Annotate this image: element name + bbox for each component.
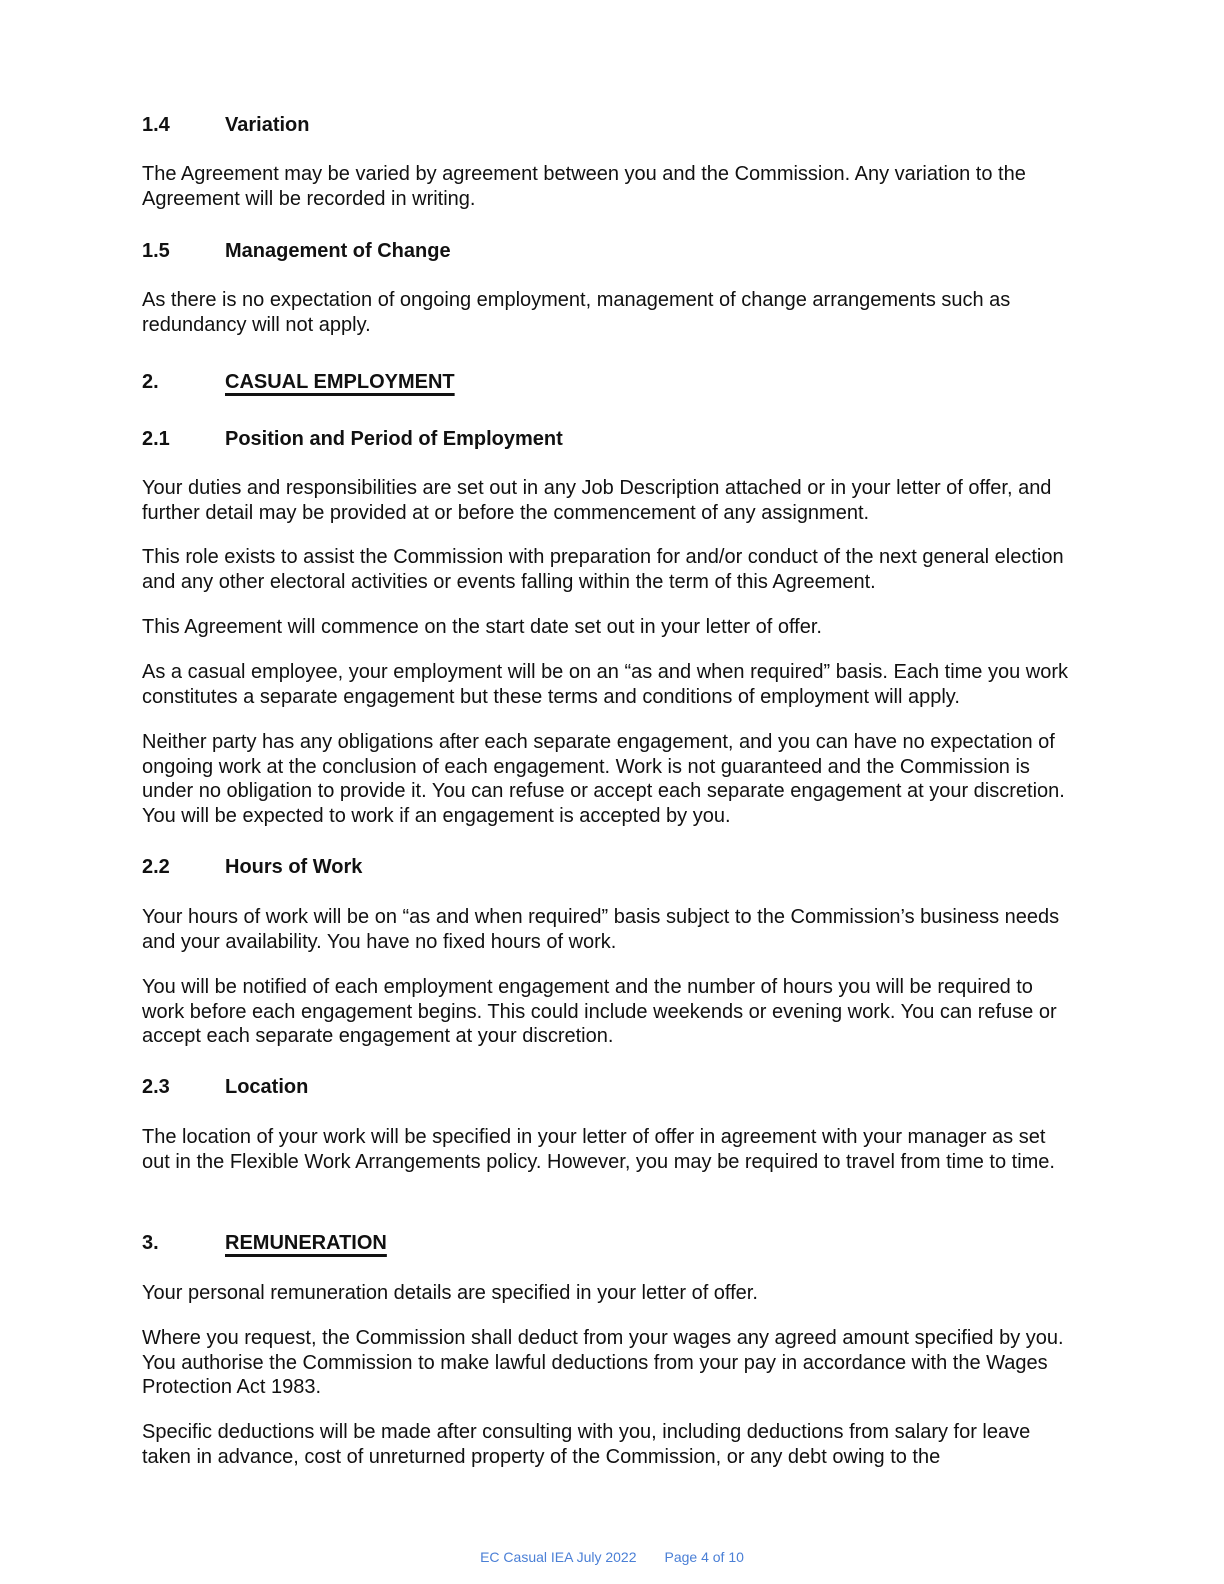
section-title: Management of Change <box>225 240 451 262</box>
section-number: 2.1 <box>142 428 170 450</box>
paragraph-deductions-request: Where you request, the Commission shall deduct from your wages any agreed amount specified by you. You authorise the Commission to make lawful deductions from your pay in accordance with the Wages Protection Act 1983. <box>142 1327 1064 1399</box>
section-number: 2.2 <box>142 856 170 878</box>
paragraph-management-of-change: As there is no expectation of ongoing employment, management of change arrangements such as redundancy will not apply. <box>142 289 1011 336</box>
section-heading-2-2 <box>142 854 1072 880</box>
section-number: 2.3 <box>142 1076 170 1098</box>
section-title: Location <box>225 1076 309 1098</box>
section-heading-1-4 <box>142 112 1072 138</box>
paragraph-variation: The Agreement may be varied by agreement between you and the Commission. Any variation to the Agreement will be recorded in writing. <box>142 163 1026 210</box>
section-title: Variation <box>225 114 310 136</box>
paragraph-specific-deductions: Specific deductions will be made after consulting with you, including deductions from salary for leave taken in advance, cost of unreturned property of the Commission, or any debt owing to the <box>142 1421 1031 1468</box>
section-heading-3 <box>142 1230 1072 1256</box>
paragraph-hours: Your hours of work will be on “as and when required” basis subject to the Commission’s business needs and your availability. You have no fixed hours of work. <box>142 906 1060 953</box>
paragraph-notification: You will be notified of each employment engagement and the number of hours you will be required to work before each engagement begins. This could include weekends or evening work. You can refuse or accept each separate engagement at your discretion. <box>142 976 1057 1048</box>
section-number: 3. <box>142 1232 159 1254</box>
section-heading-2-3 <box>142 1074 1072 1100</box>
section-number: 1.4 <box>142 114 170 136</box>
paragraph-obligations: Neither party has any obligations after each separate engagement, and you can have no expectation of ongoing work at the conclusion of each engagement. Work is not guaranteed and the Commission is under no obligation to provide it. You can refuse or accept each separate engagement at your discretion. You will be expected to work if an engagement is accepted by you. <box>142 731 1065 827</box>
paragraph-location: The location of your work will be specified in your letter of offer in agreement with your manager as set out in the Flexible Work Arrangements policy. However, you may be required to travel from time to time. <box>142 1126 1055 1173</box>
paragraph-duties: Your duties and responsibilities are set out in any Job Description attached or in your letter of offer, and further detail may be provided at or before the commencement of any assignment. <box>142 477 1052 524</box>
section-heading-1-5 <box>142 238 1072 264</box>
paragraph-role: This role exists to assist the Commission with preparation for and/or conduct of the next general election and any other electoral activities or events falling within the term of this Agreement. <box>142 546 1064 593</box>
section-number: 1.5 <box>142 240 170 262</box>
section-number: 2. <box>142 371 159 393</box>
section-title: REMUNERATION <box>225 1232 387 1254</box>
paragraph-remuneration: Your personal remuneration details are specified in your letter of offer. <box>142 1282 758 1304</box>
section-title: CASUAL EMPLOYMENT <box>225 371 455 393</box>
paragraph-casual-basis: As a casual employee, your employment will be on an “as and when required” basis. Each time you work constitutes a separate engagement but these terms and conditions of employment will apply. <box>142 661 1069 708</box>
section-title: Hours of Work <box>225 856 363 878</box>
section-heading-2-1 <box>142 426 1072 452</box>
footer-page-number: Page 4 of 10 <box>664 1549 744 1565</box>
footer-document-reference: EC Casual IEA July 2022 <box>480 1549 637 1565</box>
page-footer <box>0 1549 1224 1565</box>
section-heading-2 <box>142 369 1072 395</box>
section-title: Position and Period of Employment <box>225 428 563 450</box>
paragraph-commencement: This Agreement will commence on the start date set out in your letter of offer. <box>142 616 822 638</box>
